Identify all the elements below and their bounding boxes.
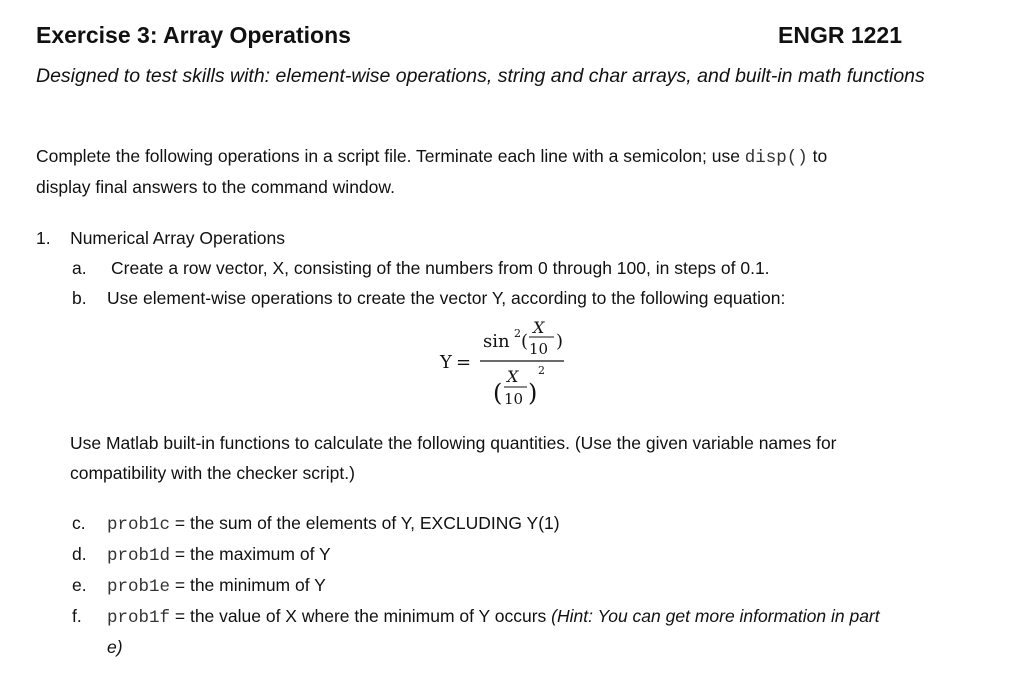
intro-line-2: display final answers to the command window.: [36, 177, 395, 197]
intro-text-before: Complete the following operations in a script file. Terminate each line with a semicolon; use: [36, 146, 745, 166]
intro-text-after: to: [807, 146, 828, 166]
item-e-code: prob1e: [107, 577, 171, 597]
eq-num-open-paren: (: [521, 331, 529, 352]
eq-lhs: Y: [440, 352, 452, 373]
item-f-code: prob1f: [107, 608, 171, 628]
eq-den-power: 2: [538, 364, 545, 377]
eq-num-var: X: [533, 318, 545, 337]
eq-equals: =: [456, 352, 472, 373]
eq-num-power: 2: [514, 327, 521, 340]
eq-num-close-paren: ): [556, 331, 564, 352]
exercise-subtitle: Designed to test skills with: element-wise operations, string and char arrays, and built-in math functions: [36, 65, 925, 87]
eq-num-divisor: 10: [529, 340, 549, 358]
intro-line-1: [36, 146, 827, 168]
exercise-title: Exercise 3: Array Operations: [36, 22, 351, 48]
item-d-label: d.: [72, 544, 87, 564]
item-d-code: prob1d: [107, 546, 171, 566]
item-f-label: f.: [72, 606, 82, 626]
item-e: [107, 575, 326, 597]
item-a-text: Create a row vector, X, consisting of the numbers from 0 through 100, in steps of 0.1.: [111, 258, 770, 278]
item-c-code: prob1c: [107, 515, 171, 535]
equation: [430, 310, 580, 416]
item-a-label: a.: [72, 258, 87, 278]
item-c: [107, 513, 560, 535]
item-d: [107, 544, 331, 566]
problem-1-heading: [36, 228, 285, 249]
item-e-text: = the minimum of Y: [170, 575, 326, 595]
eq-den-open-paren: (: [493, 379, 503, 407]
item-c-text: = the sum of the elements of Y, EXCLUDING Y(1): [170, 513, 560, 533]
item-f-hint-continued: e): [107, 637, 123, 657]
eq-den-close-paren: ): [528, 379, 538, 407]
problem-1-number: 1.: [36, 228, 51, 248]
problem-1-title: Numerical Array Operations: [70, 228, 286, 248]
item-b-label: b.: [72, 288, 87, 308]
item-f-hint: (Hint: You can get more information in part: [551, 606, 880, 626]
item-f: [107, 606, 880, 628]
builtins-line-2: compatibility with the checker script.): [70, 463, 355, 483]
eq-den-divisor: 10: [504, 390, 524, 408]
builtins-line-1: Use Matlab built-in functions to calculate the following quantities. (Use the given variable names for: [70, 433, 837, 453]
item-e-label: e.: [72, 575, 87, 595]
item-d-text: = the maximum of Y: [170, 544, 331, 564]
eq-num-func: sin: [483, 331, 510, 352]
item-f-text: = the value of X where the minimum of Y occurs: [170, 606, 552, 626]
item-b-text: Use element-wise operations to create the vector Y, according to the following equation:: [107, 288, 786, 308]
item-c-label: c.: [72, 513, 86, 533]
course-code: ENGR 1221: [778, 22, 903, 48]
disp-code: disp(): [744, 148, 808, 168]
eq-den-var: X: [507, 367, 519, 386]
